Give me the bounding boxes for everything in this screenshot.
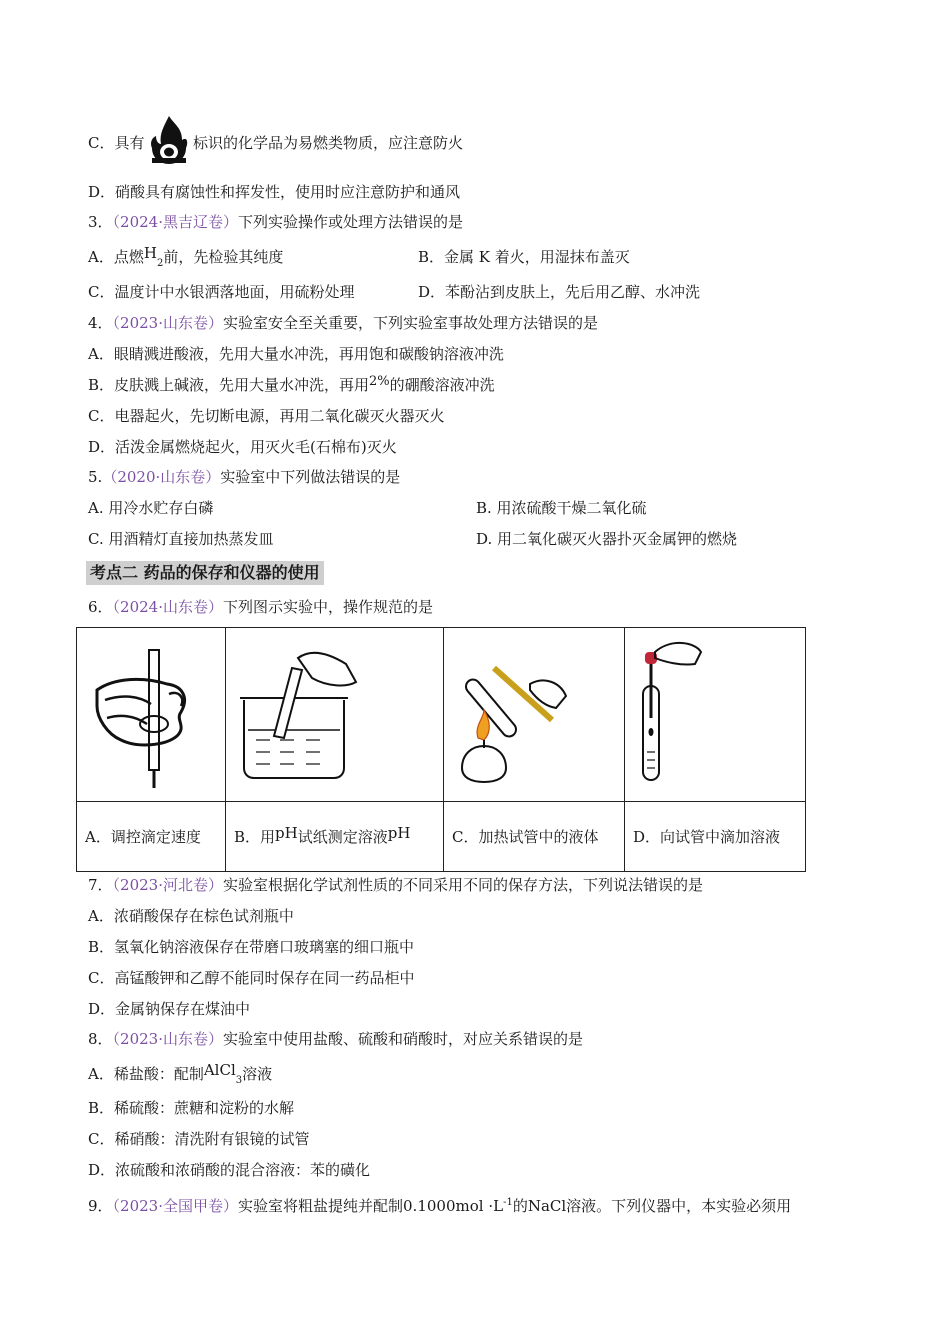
q6-figure-table <box>76 627 806 872</box>
q8-stem: 8．（2023·山东卷）实验室中使用盐酸、硫酸和硝酸时，对应关系错误的是 <box>88 1030 584 1048</box>
q6-caption-a: A．调控滴定速度 <box>77 802 226 872</box>
test-tube-heating-figure <box>444 628 625 802</box>
q7-option-b: B．氢氧化钠溶液保存在带磨口玻璃塞的细口瓶中 <box>88 938 415 956</box>
q6-caption-d: D．向试管中滴加溶液 <box>625 802 806 872</box>
beaker-ph-figure <box>226 628 444 802</box>
q5-option-a: A. 用冷水贮存白磷 <box>88 499 214 517</box>
q3-stem: 3．（2024·黑吉辽卷）下列实验操作或处理方法错误的是 <box>88 213 464 231</box>
q7-stem: 7．（2023·河北卷）实验室根据化学试剂性质的不同采用不同的保存方法，下列说法错误的是 <box>88 876 704 894</box>
q8-source: （2023·山东卷） <box>112 1030 223 1048</box>
q5-option-d: D. 用二氧化碳灭火器扑灭金属钾的燃烧 <box>476 530 738 548</box>
q4-option-b: B．皮肤溅上碱液，先用大量水冲洗，再用2%的硼酸溶液冲洗 <box>88 374 495 394</box>
q5-option-b: B. 用浓硫酸干燥二氧化硫 <box>476 499 647 517</box>
q4-source: （2023·山东卷） <box>112 314 223 332</box>
q8-option-c: C．稀硝酸：清洗附有银镜的试管 <box>88 1130 310 1148</box>
q4-stem: 4．（2023·山东卷）实验室安全至关重要，下列实验室事故处理方法错误的是 <box>88 314 599 332</box>
q9-source: （2023·全国甲卷） <box>112 1197 238 1215</box>
q2-option-d: D．硝酸具有腐蚀性和挥发性，使用时应注意防护和通风 <box>88 183 461 201</box>
q3-option-a: A．点燃$H_2$前，先检验其纯度 <box>88 244 284 269</box>
dropper-test-tube-figure <box>625 628 806 802</box>
q3-option-c: C．温度计中水银洒落地面，用硫粉处理 <box>88 283 355 301</box>
q3-option-d: D．苯酚沾到皮肤上，先后用乙醇、水冲洗 <box>418 283 701 301</box>
q4-option-d: D．活泼金属燃烧起火，用灭火毛(石棉布)灭火 <box>88 438 397 456</box>
q2-option-c: C．具有 <box>88 134 145 152</box>
q4-option-c: C．电器起火，先切断电源，再用二氧化碳灭火器灭火 <box>88 407 445 425</box>
q3-option-b: B．金属 K 着火，用湿抹布盖灭 <box>418 248 630 266</box>
q7-source: （2023·河北卷） <box>112 876 223 894</box>
q7-option-a: A．浓硝酸保存在棕色试剂瓶中 <box>88 907 294 925</box>
q8-option-a: A．稀盐酸：配制AlCl$_3$溶液 <box>88 1061 273 1086</box>
section-heading: 考点二 药品的保存和仪器的使用 <box>86 561 324 585</box>
q5-source: （2020·山东卷） <box>102 468 221 486</box>
q6-caption-c: C．加热试管中的液体 <box>444 802 625 872</box>
q7-option-c: C．高锰酸钾和乙醇不能同时保存在同一药品柜中 <box>88 969 415 987</box>
q4-option-a: A．眼睛溅进酸液，先用大量水冲洗，再用饱和碳酸钠溶液冲洗 <box>88 345 504 363</box>
q5-stem: 5.（2020·山东卷）实验室中下列做法错误的是 <box>88 468 401 486</box>
q5-option-c: C. 用酒精灯直接加热蒸发皿 <box>88 530 274 548</box>
q7-option-d: D．金属钠保存在煤油中 <box>88 1000 251 1018</box>
q6-stem: 6．（2024·山东卷）下列图示实验中，操作规范的是 <box>88 598 434 616</box>
burette-hand-figure <box>77 628 226 802</box>
q3-source: （2024·黑吉辽卷） <box>112 213 238 231</box>
flammable-icon <box>148 114 190 166</box>
q8-option-b: B．稀硫酸：蔗糖和淀粉的水解 <box>88 1099 295 1117</box>
q9-stem: 9．（2023·全国甲卷）实验室将粗盐提纯并配制$0.1000mol \cdot L^{-1}$的NaCl溶液。下列仪器中，本实验必须用 <box>88 1197 792 1215</box>
q8-option-d: D．浓硫酸和浓硝酸的混合溶液：苯的磺化 <box>88 1161 371 1179</box>
q2-option-c-tail: 标识的化学品为易燃类物质，应注意防火 <box>193 134 464 152</box>
q6-caption-b: B．用pH试纸测定溶液pH <box>226 802 444 872</box>
q6-source: （2024·山东卷） <box>112 598 223 616</box>
